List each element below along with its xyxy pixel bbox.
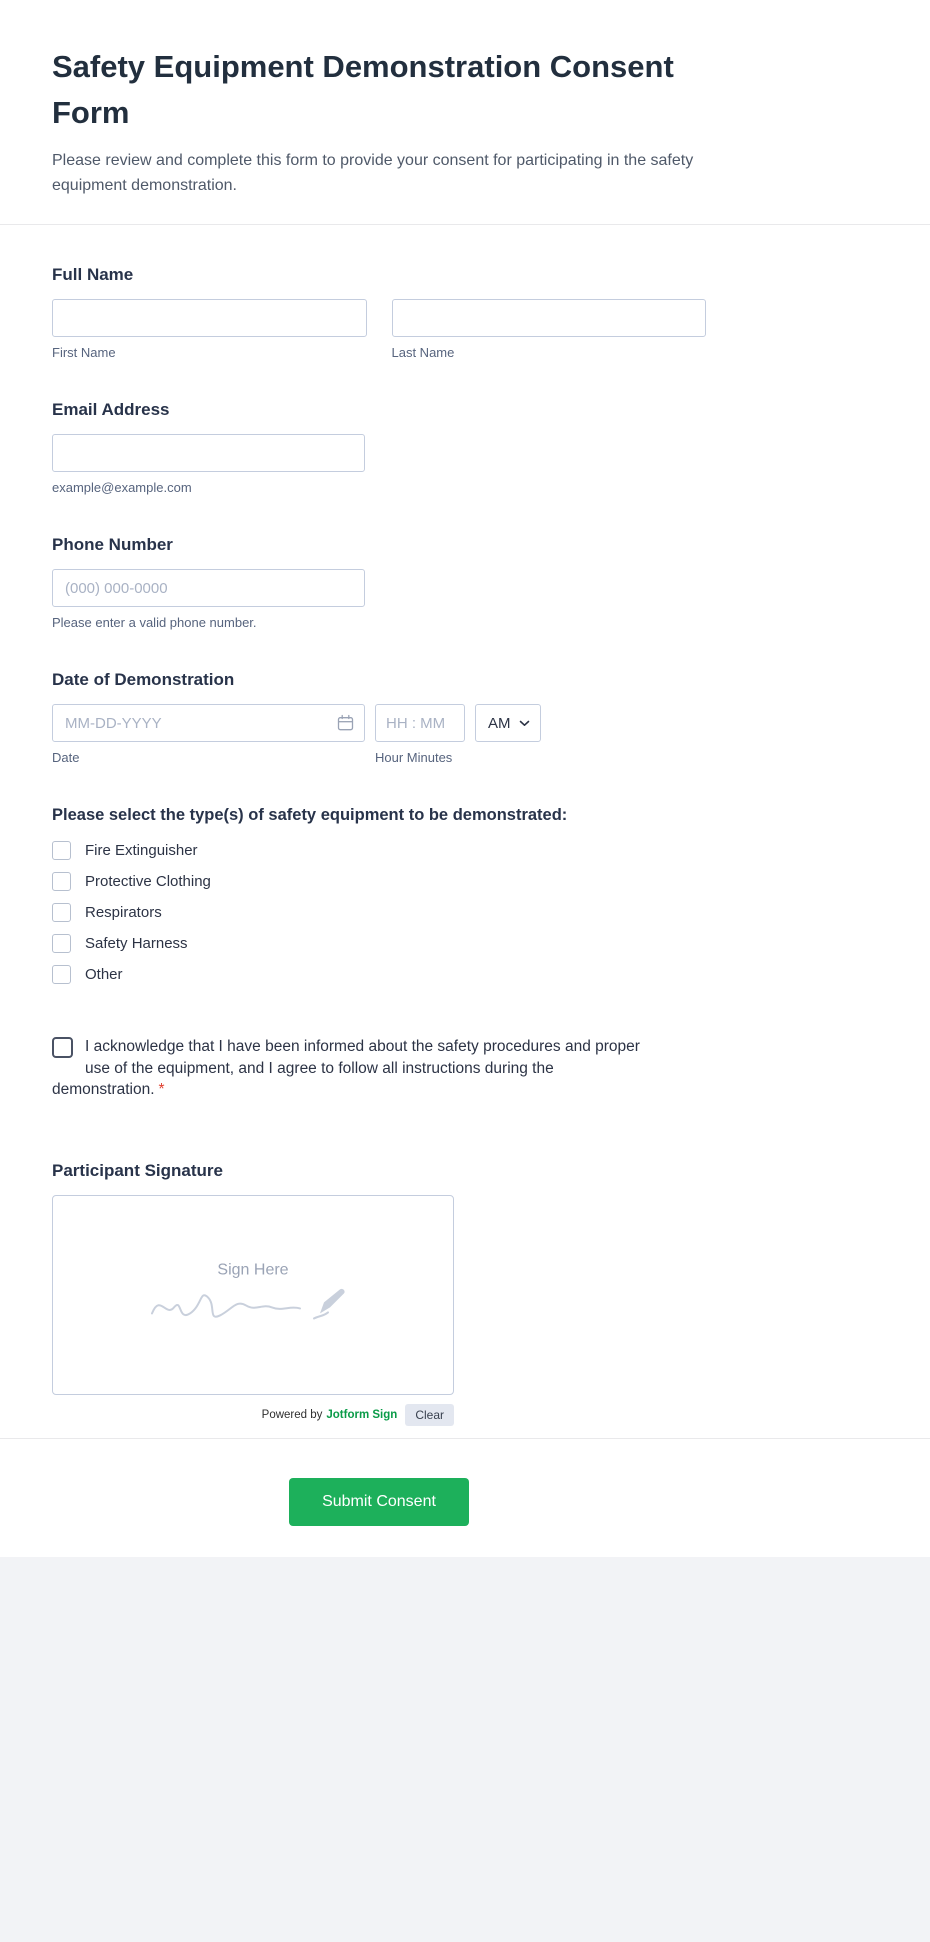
equipment-field xyxy=(52,805,878,984)
checkbox-respirators[interactable] xyxy=(52,903,71,922)
jotform-sign-brand: Jotform Sign xyxy=(326,1408,398,1421)
submit-button[interactable]: Submit Consent xyxy=(289,1478,469,1526)
equipment-question: Please select the type(s) of safety equipment to be demonstrated: xyxy=(52,806,568,824)
checkbox-safety-harness[interactable] xyxy=(52,934,71,953)
date-input[interactable] xyxy=(52,704,365,742)
phone-sublabel: Please enter a valid phone number. xyxy=(52,615,257,630)
ampm-select[interactable] xyxy=(475,704,541,742)
datetime-row xyxy=(52,704,706,742)
required-asterisk: * xyxy=(158,1081,165,1098)
pen-icon xyxy=(314,1288,345,1318)
equipment-option-row xyxy=(52,934,878,953)
email-input[interactable] xyxy=(52,434,365,472)
first-name-sublabel: First Name xyxy=(52,345,116,360)
signature-placeholder xyxy=(146,1261,360,1334)
checkbox-label: Fire Extinguisher xyxy=(85,842,198,859)
signature-footer xyxy=(52,1404,454,1426)
equipment-option-row xyxy=(52,965,878,984)
acknowledgment-text: I acknowledge that I have been informed about the safety procedures and proper use of the equipment, and I agree to follow all instructions during the demonstration. xyxy=(52,1038,640,1098)
page-background xyxy=(0,1557,930,1939)
equipment-option-row xyxy=(52,872,878,891)
last-name-sublabel: Last Name xyxy=(391,345,455,360)
full-name-row xyxy=(52,299,706,360)
submit-inner xyxy=(52,1478,706,1526)
acknowledgment-checkbox[interactable] xyxy=(52,1037,73,1058)
email-sublabel: example@example.com xyxy=(52,480,192,495)
checkbox-label: Safety Harness xyxy=(85,935,188,952)
time-input[interactable] xyxy=(375,704,465,742)
first-name-col xyxy=(52,299,367,360)
equipment-option-row xyxy=(52,841,878,860)
date-of-demonstration-field xyxy=(52,670,878,765)
email-label: Email Address xyxy=(52,400,170,419)
powered-by-text: Powered by xyxy=(261,1408,323,1421)
date-input-wrap xyxy=(52,704,365,742)
signature-label: Participant Signature xyxy=(52,1160,223,1180)
date-label: Date of Demonstration xyxy=(52,670,235,689)
signature-field xyxy=(52,1161,878,1426)
date-sublabel: Date xyxy=(52,750,80,765)
signature-pad[interactable] xyxy=(52,1195,454,1395)
datetime-sublabels xyxy=(52,750,878,765)
clear-signature-button[interactable]: Clear xyxy=(405,1404,454,1426)
phone-input[interactable] xyxy=(52,569,365,607)
acknowledgment-field xyxy=(52,1036,652,1101)
chevron-down-icon xyxy=(519,720,530,727)
email-field xyxy=(52,400,878,495)
signature-squiggle xyxy=(146,1281,360,1329)
checkbox-other[interactable] xyxy=(52,965,71,984)
page-subtitle: Please review and complete this form to provide your consent for participating in the safety equipment demonstration. xyxy=(52,152,694,194)
calendar-icon[interactable] xyxy=(337,715,354,732)
phone-field xyxy=(52,535,878,630)
last-name-col xyxy=(392,299,707,360)
checkbox-protective-clothing[interactable] xyxy=(52,872,71,891)
full-name-label: Full Name xyxy=(52,265,134,284)
phone-label: Phone Number xyxy=(52,535,173,554)
sign-here-text: Sign Here xyxy=(217,1260,289,1278)
last-name-input[interactable] xyxy=(392,299,707,337)
equipment-option-row xyxy=(52,903,878,922)
form-body xyxy=(0,225,930,1438)
checkbox-label: Other xyxy=(85,966,123,983)
checkbox-fire-extinguisher[interactable] xyxy=(52,841,71,860)
time-sublabel: Hour Minutes xyxy=(375,750,453,765)
page-title: Safety Equipment Demonstration Consent Form xyxy=(52,49,674,130)
checkbox-label: Protective Clothing xyxy=(85,873,211,890)
ampm-value: AM xyxy=(488,714,511,732)
first-name-input[interactable] xyxy=(52,299,367,337)
full-name-field xyxy=(52,265,878,360)
form-header xyxy=(0,0,930,224)
submit-section xyxy=(0,1439,930,1557)
checkbox-label: Respirators xyxy=(85,904,162,921)
